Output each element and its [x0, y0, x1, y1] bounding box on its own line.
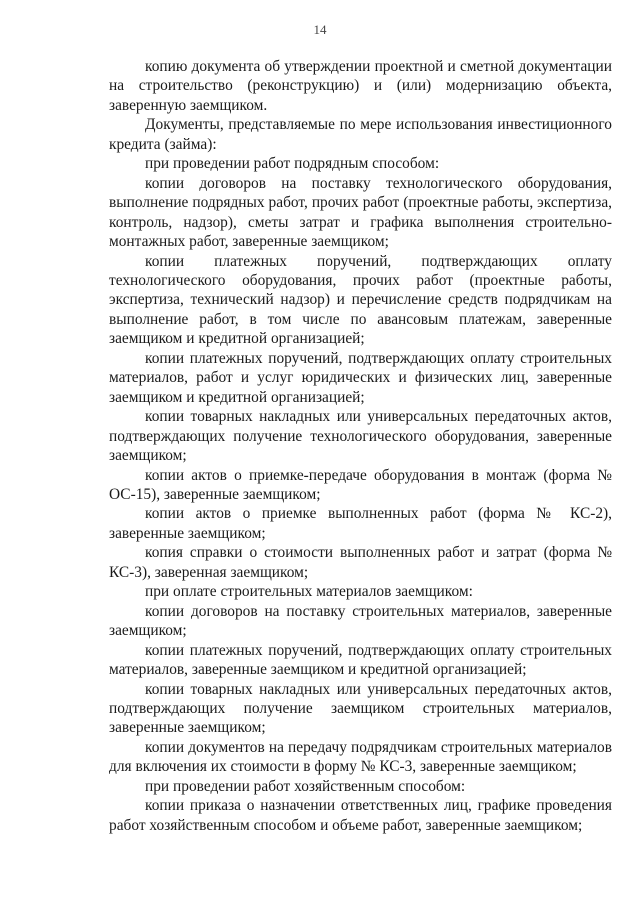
paragraph: Документы, представляемые по мере использования инвестиционного кредита (займа):: [109, 116, 612, 153]
paragraph: копии платежных поручений, подтверждающих оплату строительных материалов, работ и услуг юридических и физических лиц, заверенные заемщиком и кредитной организацией;: [109, 349, 612, 406]
paragraph: копии документов на передачу подрядчикам строительных материалов для включения их стоимости в форму № КС-3, заверенные заемщиком;: [109, 738, 612, 776]
paragraph: копии актов о приемке выполненных работ (форма № КС-2), заверенные заемщиком;: [109, 505, 612, 542]
paragraph: копии товарных накладных или универсальных передаточных актов, подтверждающих получение заемщиком строительных материалов, заверенные заемщиком;: [109, 680, 612, 737]
page-number: 14: [313, 22, 327, 37]
paragraph: копию документа об утверждении проектной и сметной документации на строительство (реконструкцию) и (или) модернизацию объекта, заверенную заемщиком.: [109, 58, 612, 114]
paragraph: копия справки о стоимости выполненных работ и затрат (форма № КС-3), заверенная заемщиком;: [109, 544, 612, 581]
paragraph: при проведении работ подрядным способом:: [145, 155, 440, 173]
paragraph: при оплате строительных материалов заемщиком:: [145, 583, 473, 601]
paragraph: копии договоров на поставку технологического оборудования, выполнение подрядных работ, прочих работ (проектные работы, экспертиза, контроль, надзор), сметы затрат и графика выполнения строительно-монтажных работ, заверенные заемщиком;: [109, 174, 612, 251]
paragraph: копии договоров на поставку строительных материалов, заверенные заемщиком;: [109, 602, 612, 640]
document-body: [109, 57, 612, 835]
paragraph: при проведении работ хозяйственным способом:: [145, 777, 466, 795]
paragraph: копии платежных поручений, подтверждающих оплату технологического оборудования, прочих работ (проектные работы, экспертиза, технический надзор) и перечисление средств подрядчикам на выполнение работ, в том числе по авансовым платежам, заверенные заемщиком и кредитной организацией;: [109, 252, 612, 348]
paragraph: копии платежных поручений, подтверждающих оплату строительных материалов, заверенные заемщиком и кредитной организацией;: [109, 641, 612, 679]
paragraph: копии приказа о назначении ответственных лиц, графике проведения работ хозяйственным способом и объеме работ, заверенные заемщиком;: [109, 797, 612, 834]
paragraph: копии актов о приемке-передаче оборудования в монтаж (форма № ОС-15), заверенные заемщиком;: [109, 466, 612, 503]
paragraph: копии товарных накладных или универсальных передаточных актов, подтверждающих получение технологического оборудования, заверенные заемщиком;: [109, 408, 612, 465]
